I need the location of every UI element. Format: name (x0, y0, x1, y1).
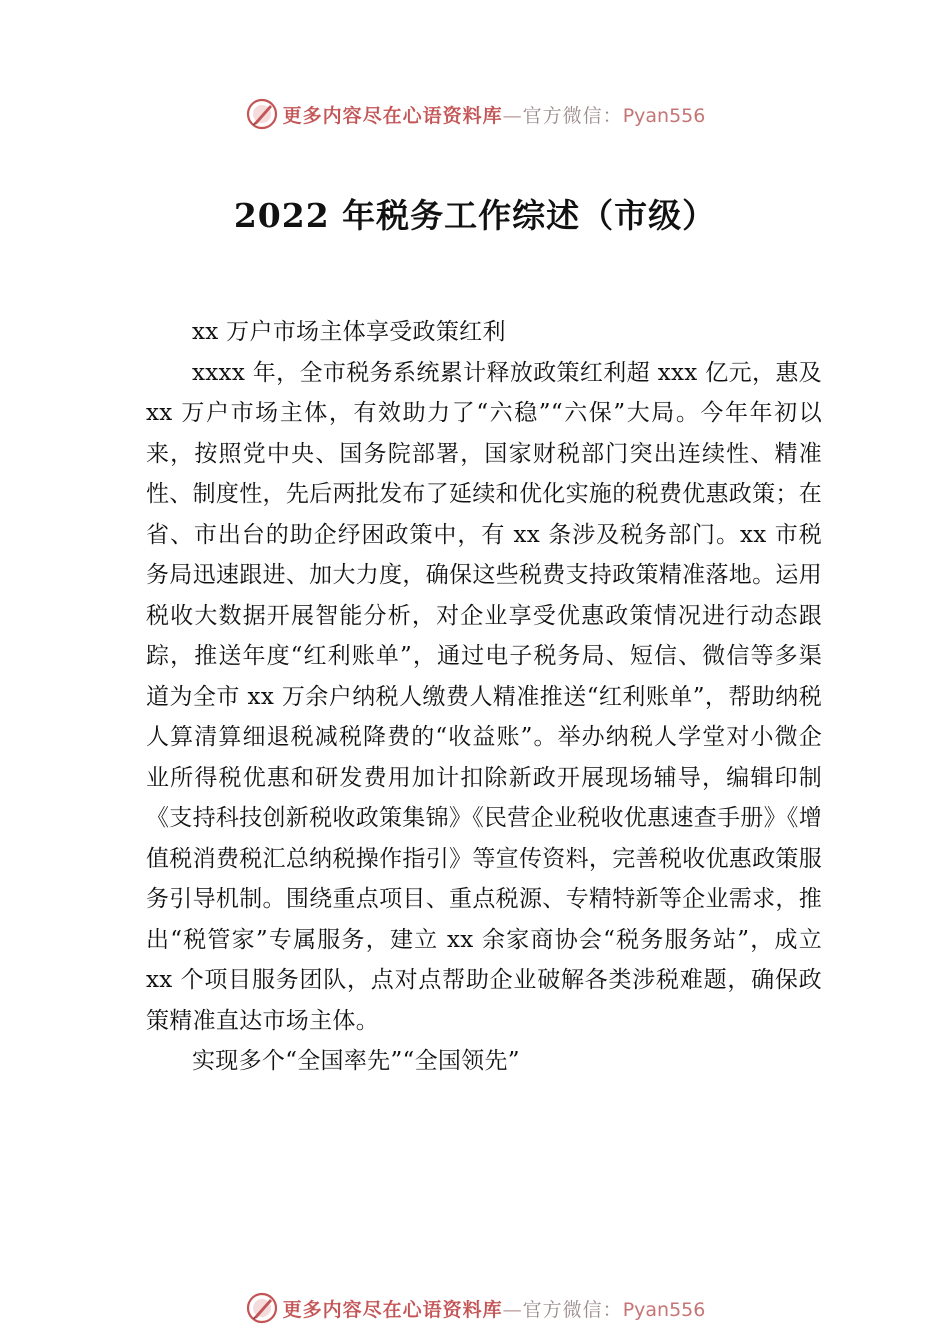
quill-pen-seal-icon (245, 97, 279, 131)
body-paragraph: xxxx 年，全市税务系统累计释放政策红利超 xxx 亿元，惠及 xx 万户市场主体，有效助力了“六稳”“六保”大局。今年年初以来，按照党中央、国务院部署，国家财税部门突出连续性、精准性、制度性，先后两批发布了延续和优化实施的税费优惠政策；在省、市出台的助企纾困政策中，有 xx 条涉及税务部门。xx 市税务局迅速跟进、加大力度，确保这些税费支持政策精准落地。运用税收大数据开展智能分析，对企业享受优惠政策情况进行动态跟踪，推送年度“红利账单”，通过电子税务局、短信、微信等多渠道为全市 xx 万余户纳税人缴费人精准推送“红利账单”，帮助纳税人算清算细退税减税降费的“收益账”。举办纳税人学堂对小微企业所得税优惠和研发费用加计扣除新政开展现场辅导，编辑印制《支持科技创新税收政策集锦》《民营企业税收优惠速查手册》《增值税消费税汇总纳税操作指引》等宣传资料，完善税收优惠政策服务引导机制。围绕重点项目、重点税源、专精特新等企业需求，推出“税管家”专属服务，建立 xx 余家商协会“税务服务站”，成立 xx 个项目服务团队，点对点帮助企业破解各类涉税难题，确保政策精准直达市场主体。 (146, 359, 822, 1034)
watermark-wechat-label: 官方微信： (522, 104, 623, 127)
watermark-text (283, 1295, 706, 1322)
section-heading: 实现多个“全国率先”“全国领先” (192, 1048, 520, 1074)
watermark-wechat-id: Pyan556 (622, 1298, 706, 1321)
watermark-separator: — (502, 1298, 523, 1321)
watermark-separator: — (502, 104, 523, 127)
section-heading: xx 万户市场主体享受政策红利 (192, 319, 506, 345)
quill-pen-seal-icon (245, 1291, 279, 1325)
watermark-brand: 更多内容尽在心语资料库 (282, 104, 503, 127)
document-title: 2022 年税务工作综述（市级） (233, 196, 717, 235)
watermark-brand: 更多内容尽在心语资料库 (282, 1298, 503, 1321)
watermark-wechat-id: Pyan556 (622, 104, 706, 127)
watermark-banner-bottom (0, 1286, 950, 1330)
watermark-text (283, 101, 706, 128)
watermark-banner-top (0, 92, 950, 136)
document-body (146, 312, 822, 1082)
watermark-wechat-label: 官方微信： (522, 1298, 623, 1321)
